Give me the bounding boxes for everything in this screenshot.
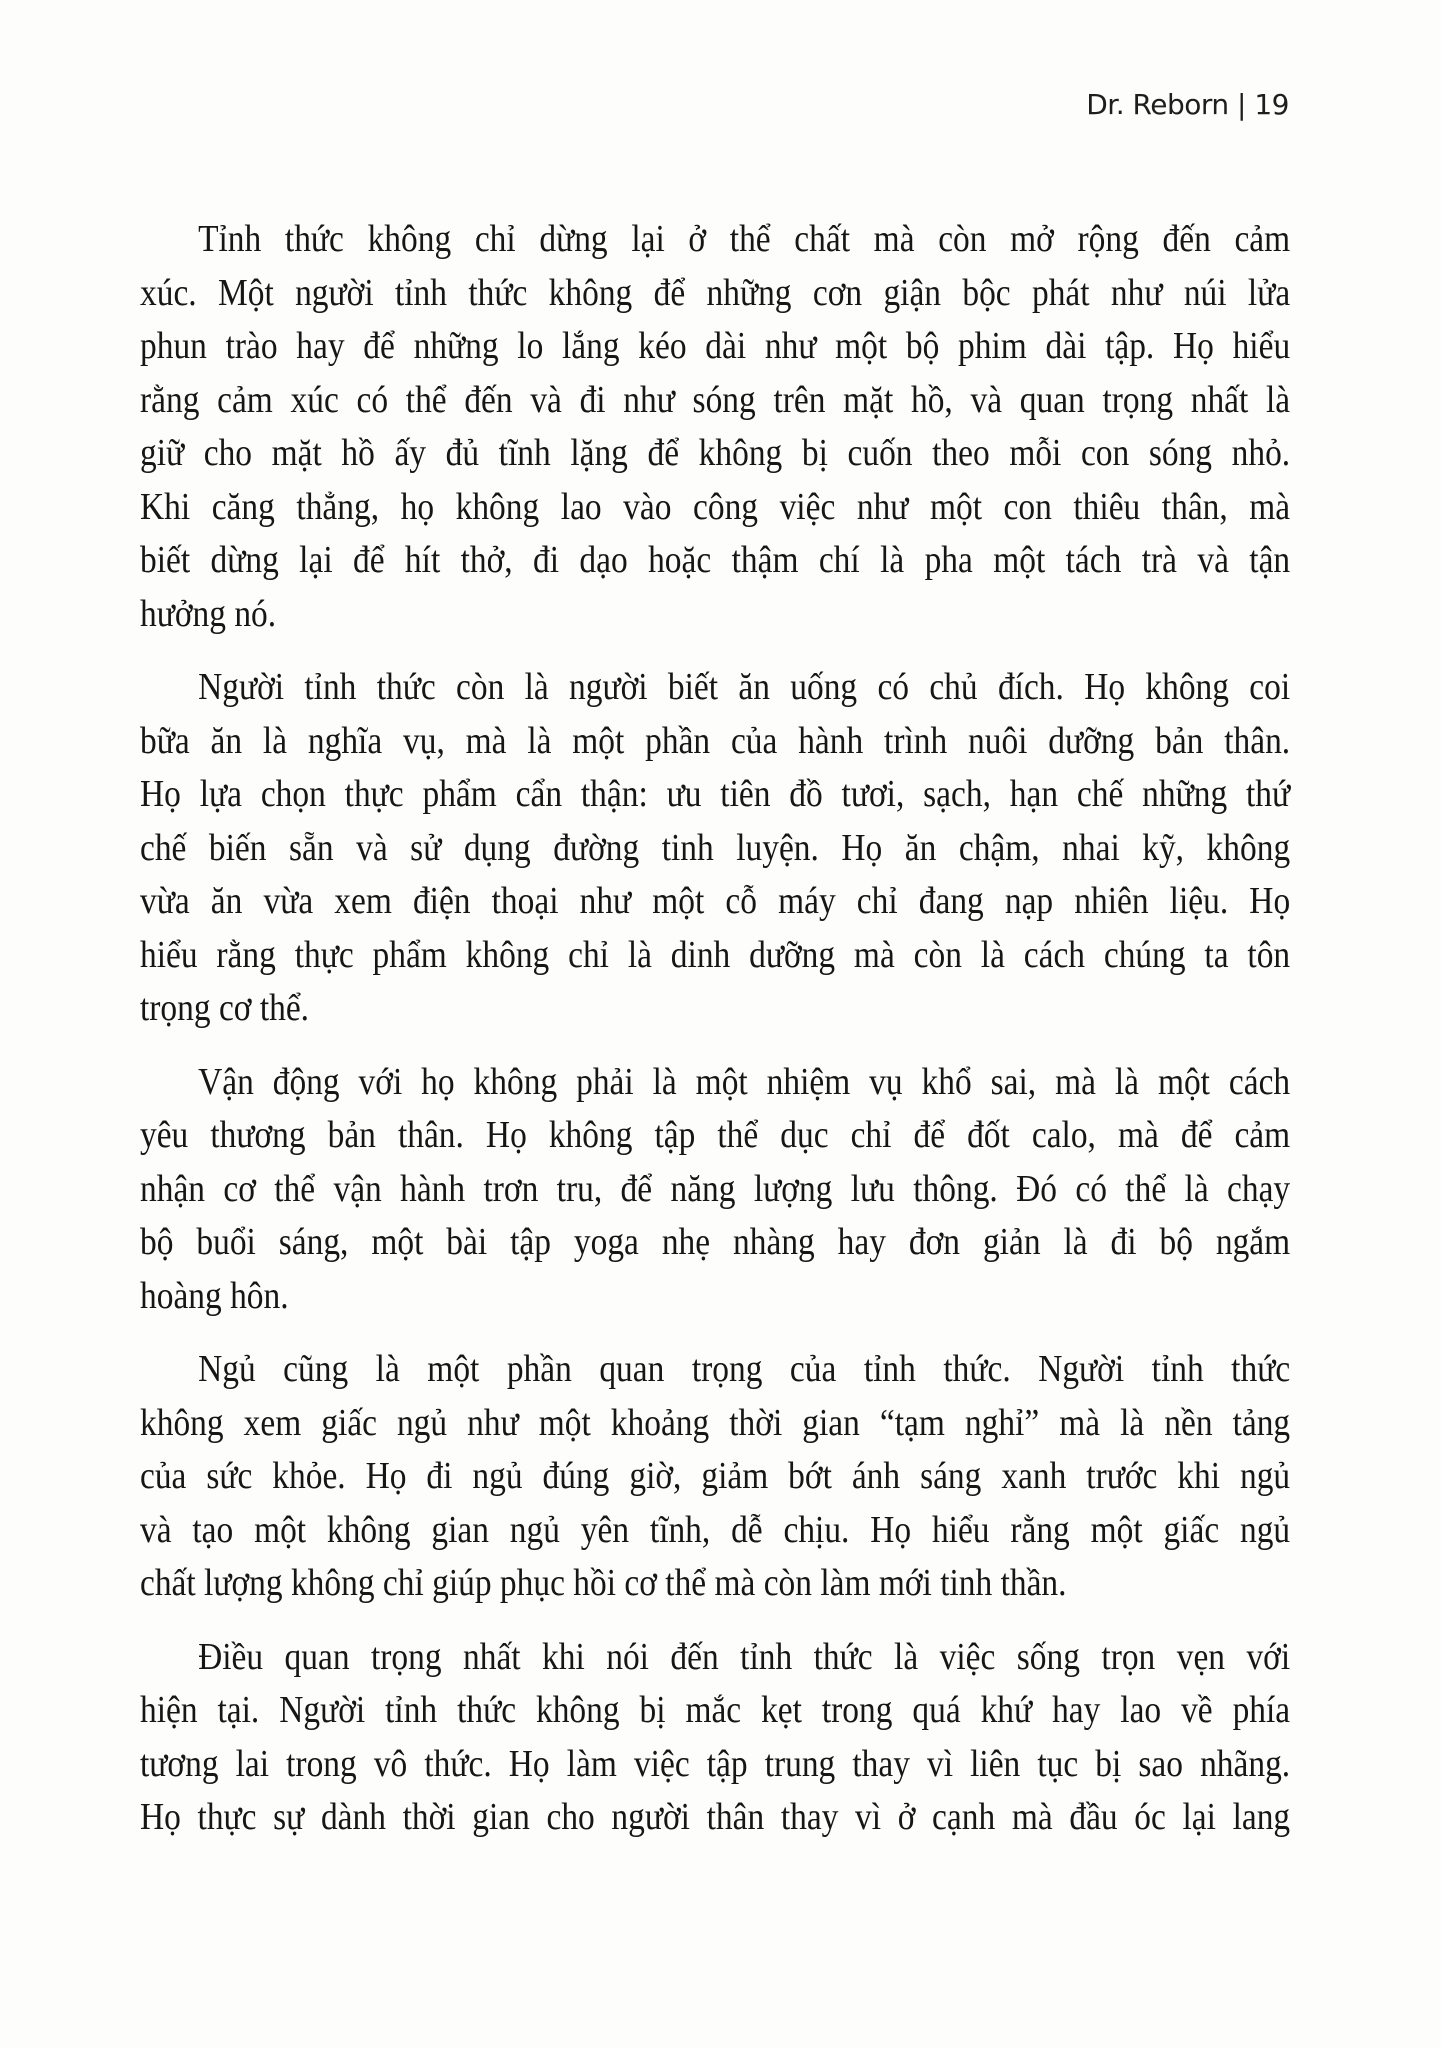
text-line: của sức khỏe. Họ đi ngủ đúng giờ, giảm bớt ánh sáng xanh trước khi ngủ [140,1455,1291,1497]
text-line: Điều quan trọng nhất khi nói đến tỉnh thức là việc sống trọn vẹn với [198,1635,1291,1678]
text-line: chế biến sẵn và sử dụng đường tinh luyện. Họ ăn chậm, nhai kỹ, không [140,826,1291,869]
text-line: chất lượng không chỉ giúp phục hồi cơ thể mà còn làm mới tinh thần. [140,1562,1067,1604]
text-line: Ngủ cũng là một phần quan trọng của tỉnh thức. Người tỉnh thức [198,1348,1291,1390]
text-line: xúc. Một người tỉnh thức không để những cơn giận bộc phát như núi lửa [140,271,1291,314]
text-line: rằng cảm xúc có thể đến và đi như sóng trên mặt hồ, và quan trọng nhất là [140,378,1291,421]
text-line: biết dừng lại để hít thở, đi dạo hoặc thậm chí là pha một tách trà và tận [140,539,1291,581]
text-line: Khi căng thẳng, họ không lao vào công việc như một con thiêu thân, mà [140,485,1291,528]
paragraph [140,1056,1290,1324]
text-line: tương lai trong vô thức. Họ làm việc tập trung thay vì liên tục bị sao nhãng. [140,1742,1291,1785]
text-line: hiểu rằng thực phẩm không chỉ là dinh dưỡng mà còn là cách chúng ta tôn [140,933,1291,976]
running-header: Dr. Reborn | 19 [1086,88,1289,121]
paragraph [140,1343,1290,1611]
text-line: trọng cơ thể. [140,987,310,1029]
text-line: và tạo một không gian ngủ yên tĩnh, dễ chịu. Họ hiểu rằng một giấc ngủ [140,1508,1291,1551]
text-line: phun trào hay để những lo lắng kéo dài như một bộ phim dài tập. Họ hiểu [140,325,1291,367]
text-line: vừa ăn vừa xem điện thoại như một cỗ máy chỉ đang nạp nhiên liệu. Họ [140,880,1291,922]
text-line: bộ buổi sáng, một bài tập yoga nhẹ nhàng hay đơn giản là đi bộ ngắm [140,1221,1291,1263]
text-line: yêu thương bản thân. Họ không tập thể dục chỉ để đốt calo, mà để cảm [140,1114,1291,1156]
paragraph [140,1631,1290,1845]
text-line: không xem giấc ngủ như một khoảng thời gian “tạm nghỉ” mà là nền tảng [140,1401,1291,1444]
text-line: hưởng nó. [140,592,277,635]
text-line: bữa ăn là nghĩa vụ, mà là một phần của hành trình nuôi dưỡng bản thân. [140,719,1291,762]
text-line: giữ cho mặt hồ ấy đủ tĩnh lặng để không bị cuốn theo mỗi con sóng nhỏ. [140,432,1291,474]
text-line: hoàng hôn. [140,1274,289,1317]
text-line: Họ lựa chọn thực phẩm cẩn thận: ưu tiên đồ tươi, sạch, hạn chế những thứ [140,773,1291,815]
text-line: Vận động với họ không phải là một nhiệm vụ khổ sai, mà là một cách [198,1060,1291,1103]
text-line: Người tỉnh thức còn là người biết ăn uống có chủ đích. Họ không coi [198,666,1291,708]
text-line: hiện tại. Người tỉnh thức không bị mắc kẹt trong quá khứ hay lao về phía [140,1689,1291,1731]
paragraph [140,661,1290,1036]
body-text [140,213,1290,1865]
text-line: Họ thực sự dành thời gian cho người thân thay vì ở cạnh mà đầu óc lại lang [140,1796,1291,1838]
paragraph [140,213,1290,641]
text-line: nhận cơ thể vận hành trơn tru, để năng lượng lưu thông. Đó có thể là chạy [140,1167,1291,1210]
text-line: Tỉnh thức không chỉ dừng lại ở thể chất mà còn mở rộng đến cảm [198,218,1291,260]
